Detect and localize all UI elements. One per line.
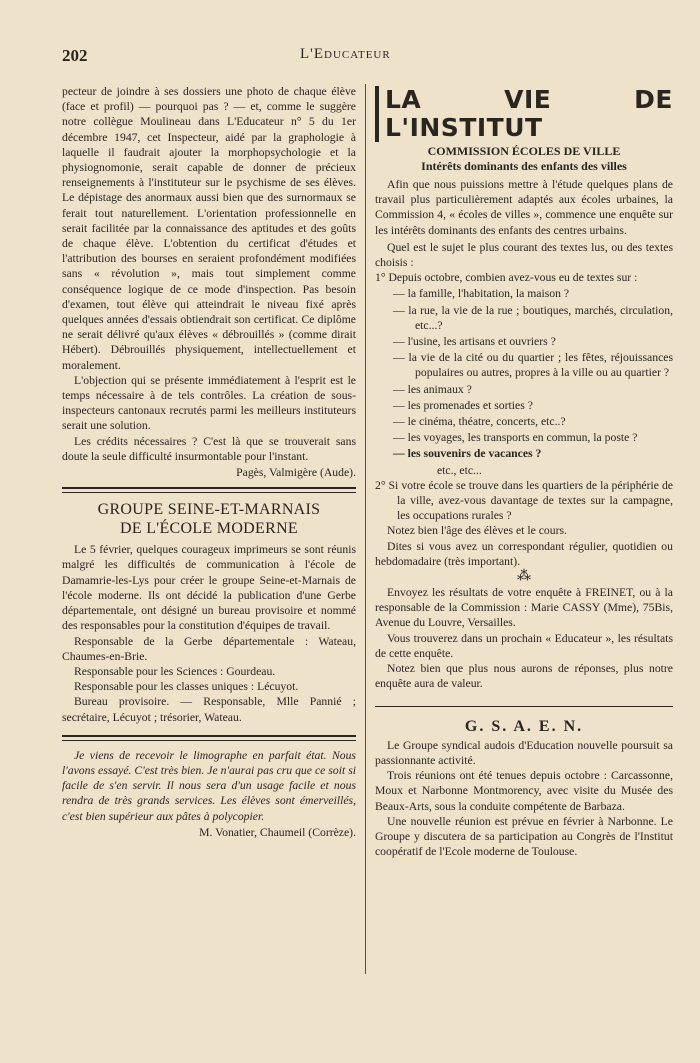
group-title-line1: GROUPE SEINE-ET-MARNAIS xyxy=(97,501,321,519)
left-column xyxy=(62,84,356,840)
section-title: LA VIE DE L'INSTITUT xyxy=(375,86,673,142)
commission-subtitle: Intérêts dominants des enfants des villes xyxy=(421,159,627,173)
gsaen-paragraph: Une nouvelle réunion est prévue en février à Narbonne. Le Groupe y discutera de sa participation au Congrès de l'Institut coopératif de l'Ecole moderne de Toulouse. xyxy=(375,814,673,859)
group-paragraph: Le 5 février, quelques courageux imprimeurs se sont réunis malgré les difficultés de communication à l'école de Damamrie-les-Lys pour créer le groupe Seine-et-Marnais de l'école moderne. Ils ont décidé la publication d'une Gerbe départementale, ont désigné un bureau provisoire et nommé des responsables pour la constitution d'équipes de travail. xyxy=(62,543,356,633)
signature-vonatier: M. Vonatier, Chaumeil (Corrèze). xyxy=(199,825,356,839)
topic-item: — les voyages, les transports en commun, la poste ? xyxy=(393,430,673,445)
etc-line: etc., etc... xyxy=(437,463,482,477)
topic-item: — l'usine, les artisans et ouvriers ? xyxy=(393,334,673,349)
paragraph-objection: L'objection qui se présente immédiatement à l'esprit est le temps nécessaire à de tels contrôles. La création de sous-inspecteurs cantonaux recrutés parmi les meilleurs instituteurs serait une solution. xyxy=(62,373,356,433)
responsable-classes: Responsable pour les classes uniques : Lécuyot. xyxy=(74,680,299,694)
group-title xyxy=(62,500,356,538)
section-rule-2 xyxy=(62,735,356,737)
next-paragraph: Vous trouverez dans un prochain « Educateur », les résultats de cette enquête. xyxy=(375,631,673,660)
section-separator xyxy=(375,706,673,707)
journal-title: L'Educateur xyxy=(300,46,391,62)
intro-paragraph: Afin que nous puissions mettre à l'étude quelques plans de travail plus particulièrement adaptés aux écoles urbaines, la Commission 4, « écoles de villes », commence une enquête sur les intérêts dominants des enfants des centres urbains. xyxy=(375,178,673,237)
note-age: Notez bien l'âge des élèves et le cours. xyxy=(387,524,567,538)
topic-item: — les animaux ? xyxy=(393,382,673,397)
question-1: 1° Depuis octobre, combien avez-vous eu de textes sur : xyxy=(375,271,638,285)
paragraph-intro: pecteur de joindre à ses dossiers une photo de chaque élève (face et profil) — pourquoi pas ? — et, comme le suggère notre collègue Moulineau dans L'Educateur n° 5 du 1er décembre 1947, cet Inspecteur, aidé par la graphologie à laquelle il faudrait ajouter la morphopsychologie et la physiognomonie, serait capable de donner de précieux renseignements à l'instituteur sur le psychisme de ses élèves. Le dépistage des anormaux aussi bien que des surnormaux se ferait tout naturellement. L'orientation professionnelle en serait facilitée par la connaissance des aptitudes et des goûts de chaque élève. L'obtention du certificat d'études et l'attribution des bourses en seraient profondément modifiées sans « révolution », mais tout simplement comme conséquence logique de ce mode d'inspection. Pas besoin d'examen, tout élève qui atteindrait le niveau fixé après quelques années d'essais obtiendrait son certificat. Ce diplôme ne serait délivré qu'aux élèves « débrouillés » (comme dirait Hébert). Débrouillés physiquement, intellectuellement et moralement. xyxy=(62,85,356,372)
section-rule-thin xyxy=(62,492,356,493)
right-column xyxy=(375,84,673,859)
column-divider xyxy=(365,84,366,974)
topic-item: — les souvenirs de vacances ? xyxy=(393,446,673,461)
more-paragraph: Notez bien que plus nous aurons de réponses, plus notre enquête aura de valeur. xyxy=(375,662,673,691)
group-title-line2: DE L'ÉCOLE MODERNE xyxy=(119,520,299,538)
note-correspondant: Dites si vous avez un correspondant régulier, quotidien ou hebdomadaire (très important). xyxy=(375,539,673,568)
bureau-provisoire: Bureau provisoire. — Responsable, Mlle Pannié ; secrétaire, Lécuyot ; trésorier, Wateau. xyxy=(62,695,356,724)
topic-item: — le cinéma, théatre, concerts, etc..? xyxy=(393,414,673,429)
gsaen-paragraph: Trois réunions ont été tenues depuis octobre : Carcassonne, Moux et Narbonne Montmorency, avec visite du Musée des Beaux-Arts, sous la conduite compétente de Barbaza. xyxy=(375,769,673,813)
testimonial-text: Je viens de recevoir le limographe en parfait état. Nous l'avons essayé. C'est très bien. Je n'aurai pas cru que ce soit si facile de s'en servir. Il nous sera d'un usage facile et nous rendra de très grands services. Les élèves sont émerveillés, c'est bien supérieur aux pâtes à polycopier. xyxy=(62,748,356,823)
gsaen-paragraph: Le Groupe syndical audois d'Education nouvelle poursuit sa passionnante activité. xyxy=(375,738,673,767)
commission-heading: COMMISSION ÉCOLES DE VILLE xyxy=(427,144,621,158)
section-rule xyxy=(62,487,356,489)
topic-item: — la famille, l'habitation, la maison ? xyxy=(393,286,673,301)
topics-list xyxy=(375,286,673,461)
gsaen-title: G. S. A. E. N. xyxy=(464,717,584,735)
topic-item: — les promenades et sorties ? xyxy=(393,398,673,413)
responsable-sciences: Responsable pour les Sciences : Gourdeau. xyxy=(74,664,276,678)
topic-item: — la rue, la vie de la rue ; boutiques, marchés, circulation, etc...? xyxy=(393,303,673,333)
page-number: 202 xyxy=(62,46,88,65)
paragraph-credits: Les crédits nécessaires ? C'est là que se trouverait sans doute la seule difficulté insurmontable pour l'instant. xyxy=(62,434,356,463)
send-paragraph: Envoyez les résultats de votre enquête à FREINET, ou à la responsable de la Commission : Marie CASSY (Mme), 75Bis, Avenue du Louvre, Versailles. xyxy=(375,586,673,630)
signature-pages: Pagès, Valmigère (Aude). xyxy=(236,466,356,480)
section-rule-thin-2 xyxy=(62,740,356,741)
responsable-gerbe: Responsable de la Gerbe départementale : Wateau, Chaumes-en-Brie. xyxy=(62,634,356,663)
question-2: 2° Si votre école se trouve dans les quartiers de la périphérie de la ville, avez-vous davantage de textes sur la campagne, les occupations rurales ? xyxy=(375,478,673,523)
question-paragraph: Quel est le sujet le plus courant des textes lus, ou des textes choisis : xyxy=(375,240,673,270)
testimonial xyxy=(62,748,356,824)
asterism: ⁂ xyxy=(517,569,531,585)
topic-item: — la vie de la cité ou du quartier ; les fêtes, réjouissances populaires ou autres, propres à la ville ou au quartier ? xyxy=(393,350,673,380)
